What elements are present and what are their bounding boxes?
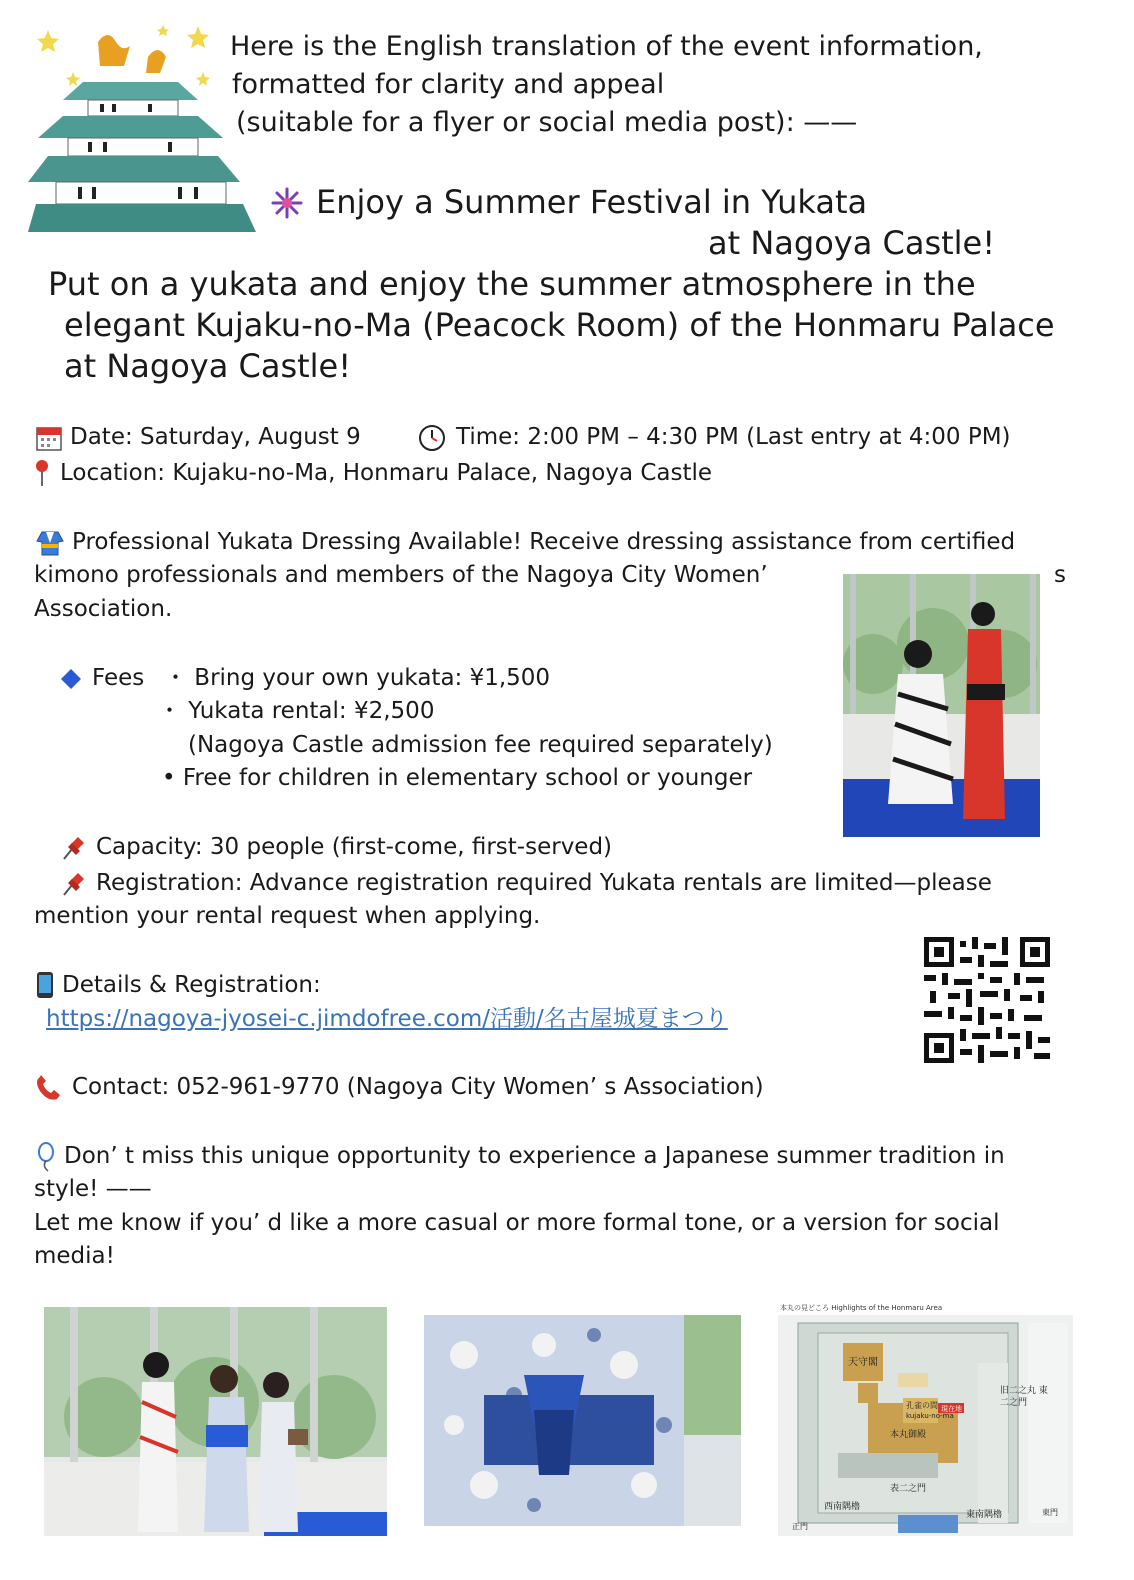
dressing-line-3: Association. bbox=[34, 596, 173, 622]
intro-line-2: formatted for clarity and appeal bbox=[232, 69, 665, 100]
headline-line-1: Enjoy a Summer Festival in Yukata bbox=[316, 183, 868, 221]
map-label-kujaku: 孔雀の間 bbox=[906, 1401, 938, 1410]
registration-line-2: mention your rental request when applying. bbox=[34, 903, 541, 929]
closing-line-2: style! —— bbox=[34, 1176, 152, 1202]
map-label-nishi: 西南隅櫓 bbox=[824, 1502, 861, 1512]
qr-code bbox=[924, 937, 1050, 1063]
closing-line-4: media! bbox=[34, 1243, 115, 1269]
map-title: 本丸の見どころ Highlights of the Honmaru Area bbox=[780, 1304, 943, 1312]
map-label-current: 現在地 bbox=[941, 1405, 962, 1413]
event-date: Date: Saturday, August 9 bbox=[70, 424, 361, 450]
event-time: Time: 2:00 PM – 4:30 PM (Last entry at 4:00 PM) bbox=[456, 424, 1011, 450]
yukata-obi-photo bbox=[424, 1315, 741, 1526]
map-label-kyu: 旧二之丸 東二之門 bbox=[1000, 1386, 1048, 1408]
pushpin-icon bbox=[60, 869, 88, 897]
pin-icon bbox=[34, 459, 50, 487]
dressing-line-2-end: s bbox=[1054, 562, 1066, 588]
pushpin-icon bbox=[60, 833, 88, 861]
details-label: Details & Registration: bbox=[62, 972, 321, 998]
map-label-goten: 本丸御殿 bbox=[890, 1430, 927, 1440]
registration-line-1: Registration: Advance registration required Yukata rentals are limited—please bbox=[96, 870, 992, 896]
fees-label: Fees bbox=[92, 665, 145, 691]
fee-children: • Free for children in elementary school or younger bbox=[162, 765, 753, 791]
map-label-kujaku-en: kujaku-no-ma bbox=[906, 1412, 954, 1420]
dressing-photo bbox=[843, 574, 1040, 837]
castle-illustration bbox=[28, 22, 256, 236]
contact: Contact: 052-961-9770 (Nagoya City Women’ s Association) bbox=[72, 1074, 764, 1100]
map-label-tenshu: 天守閣 bbox=[848, 1357, 878, 1368]
calendar-icon bbox=[36, 425, 62, 451]
telephone-icon bbox=[34, 1074, 64, 1102]
map-label-omote: 表二之門 bbox=[890, 1484, 927, 1494]
capacity: Capacity: 30 people (first-come, first-served) bbox=[96, 834, 613, 860]
fee-own-yukata: ・ Bring your own yukata: ¥1,500 bbox=[164, 665, 551, 691]
map-label-higashi: 東南隅櫓 bbox=[966, 1510, 1003, 1520]
dressing-group-photo bbox=[44, 1307, 387, 1536]
lead-line-1: Put on a yukata and enjoy the summer atmosphere in the bbox=[48, 265, 976, 303]
dressing-line-2: kimono professionals and members of the Nagoya City Women’ bbox=[34, 562, 768, 588]
intro-line-3: (suitable for a flyer or social media post): —— bbox=[236, 107, 858, 138]
clock-icon bbox=[418, 424, 446, 452]
diamond-icon bbox=[60, 668, 82, 690]
fee-rental-note: (Nagoya Castle admission fee required separately) bbox=[188, 732, 773, 758]
registration-link[interactable]: https://nagoya-jyosei-c.jimdofree.com/活動/名古屋城夏まつり bbox=[46, 1006, 728, 1032]
firework-icon bbox=[270, 186, 304, 220]
fee-rental: ・ Yukata rental: ¥2,500 bbox=[158, 698, 435, 724]
honmaru-map bbox=[778, 1303, 1073, 1536]
intro-line-1: Here is the English translation of the event information, bbox=[230, 31, 983, 62]
dressing-line-1: Professional Yukata Dressing Available! Receive dressing assistance from certified bbox=[72, 529, 1016, 555]
map-label-gate-s: 正門 bbox=[792, 1522, 808, 1531]
kimono-icon bbox=[36, 529, 64, 557]
headline-line-2: at Nagoya Castle! bbox=[708, 224, 996, 262]
event-location: Location: Kujaku-no-Ma, Honmaru Palace, Nagoya Castle bbox=[60, 460, 713, 486]
lead-line-3: at Nagoya Castle! bbox=[64, 347, 352, 385]
closing-line-1: Don’ t miss this unique opportunity to experience a Japanese summer tradition in bbox=[64, 1143, 1005, 1169]
map-label-gate-e: 東門 bbox=[1042, 1508, 1058, 1517]
balloon-icon bbox=[34, 1142, 58, 1172]
mobile-phone-icon bbox=[36, 971, 54, 999]
lead-line-2: elegant Kujaku-no-Ma (Peacock Room) of the Honmaru Palace bbox=[64, 306, 1055, 344]
closing-line-3: Let me know if you’ d like a more casual or more formal tone, or a version for social bbox=[34, 1210, 1000, 1236]
